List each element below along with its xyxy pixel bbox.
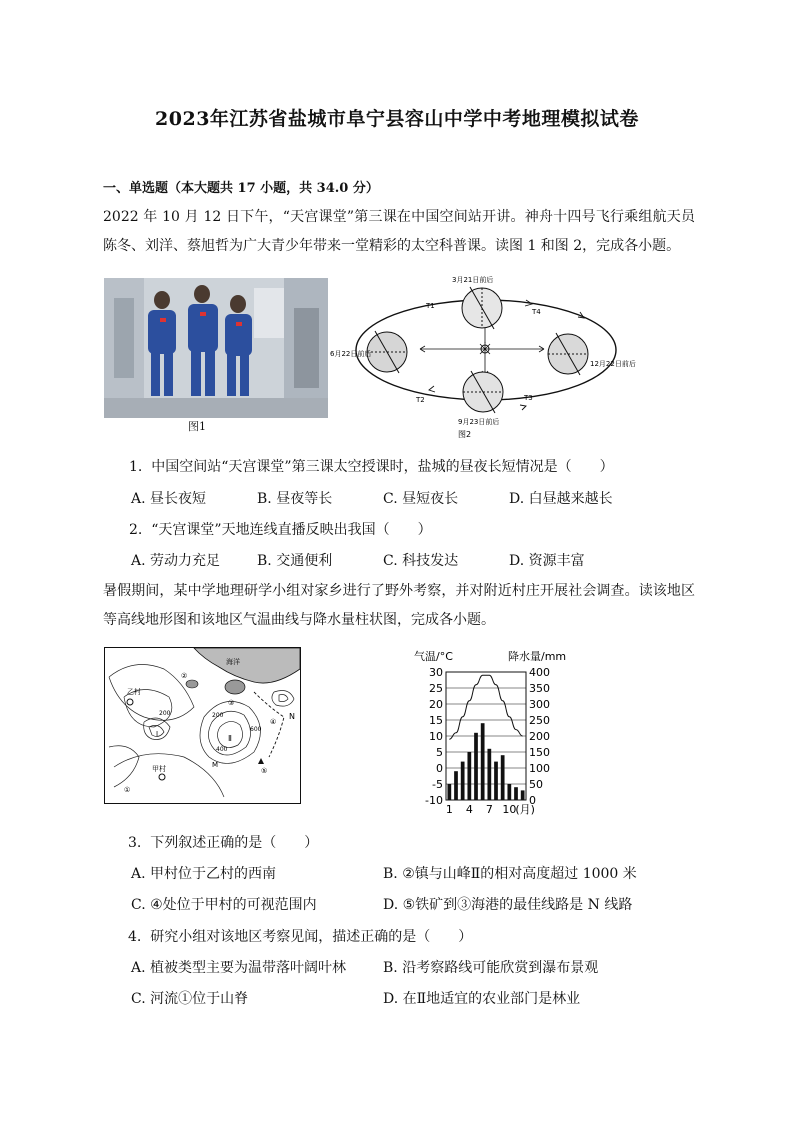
earth-june [367, 331, 407, 373]
label-4: ④ [270, 718, 277, 726]
q4-option-a: A. 植被类型主要为温带落叶阔叶林 [131, 960, 347, 976]
q1-option-c: C. 昼短夜长 [383, 491, 459, 507]
label-t3: T3 [524, 394, 533, 402]
village-yi-label: 乙村 [127, 688, 141, 696]
precip-bar [454, 771, 458, 800]
q3-option-b: B. ②镇与山峰Ⅱ的相对高度超过 1000 米 [383, 866, 637, 882]
y-right-tick: 350 [529, 682, 550, 695]
y-right-tick: 0 [529, 794, 536, 807]
peak-1-label: Ⅰ [156, 730, 159, 738]
y-left-tick: 5 [436, 746, 443, 759]
label-t4: T4 [532, 308, 541, 316]
precip-bar [481, 723, 485, 800]
earth-orbit-diagram [330, 272, 640, 442]
label-3: ③ [228, 699, 235, 707]
precip-bar [447, 784, 451, 800]
x-tick: 10 [502, 803, 517, 816]
sea-label: 海洋 [226, 658, 240, 666]
precip-bar [521, 790, 525, 800]
q2-option-c: C. 科技发达 [383, 553, 459, 569]
label-t1: T1 [426, 302, 435, 310]
contour-600: 600 [250, 726, 262, 733]
label-jun22: 6月22日前后 [330, 350, 372, 358]
x-tick: 7 [485, 803, 493, 816]
town-2 [186, 680, 198, 688]
q4-option-b: B. 沿考察路线可能欣赏到瀑布景观 [383, 960, 599, 976]
contour-400: 400 [216, 746, 228, 753]
village-jia-label: 甲村 [152, 765, 166, 773]
label-sep23: 9月23日前后 [458, 418, 500, 426]
contour-map [104, 647, 301, 804]
y-right-label: 降水量/mm [508, 650, 567, 663]
label-t2: T2 [416, 396, 425, 404]
temperature-curve [449, 675, 522, 739]
q3-option-a: A. 甲村位于乙村的西南 [131, 866, 277, 882]
y-left-tick: 10 [429, 730, 443, 743]
earth-september [463, 371, 503, 413]
question-number: 4. [128, 929, 142, 945]
sun-icon [478, 342, 492, 356]
earth-march [462, 287, 502, 329]
y-left-label: 气温/°C [414, 650, 453, 663]
y-left-tick: 20 [429, 698, 443, 711]
x-axis-label: (月) [515, 803, 535, 816]
precip-bar [507, 784, 511, 800]
precip-bar [474, 733, 478, 800]
q1-option-b: B. 昼夜等长 [257, 491, 333, 507]
x-tick: 1 [445, 803, 453, 816]
intro-paragraph-1: 2022 年 10 月 12 日下午，“天宫课堂”第三课在中国空间站开讲。神舟十四号飞行乘组航天员陈冬、刘洋、蔡旭哲为广大青少年带来一堂精彩的太空科普课。读图 1 和图 2，完成各小题。 [103, 209, 695, 254]
y-left-tick: -10 [425, 794, 443, 807]
q3-option-c: C. ④处位于甲村的可视范围内 [131, 897, 317, 913]
earth-december [548, 333, 588, 375]
label-2: ② [181, 672, 188, 680]
q4-option-c: C. 河流①位于山脊 [131, 991, 249, 1007]
y-right-tick: 50 [529, 778, 543, 791]
question-number: 1. [129, 459, 143, 475]
question-text: 研究小组对该地区考察见闻，描述正确的是（ ） [150, 929, 473, 945]
question-text: 中国空间站“天宫课堂”第三课太空授课时，盐城的昼夜长短情况是（ ） [151, 459, 614, 475]
y-right-tick: 250 [529, 714, 550, 727]
question-2 [129, 519, 432, 539]
question-4 [128, 926, 472, 946]
precip-bar [514, 787, 518, 800]
y-left-tick: 30 [429, 666, 443, 679]
climate-chart [410, 648, 580, 816]
y-left-tick: 0 [436, 762, 443, 775]
y-right-tick: 400 [529, 666, 550, 679]
label-1: ① [124, 786, 131, 794]
figure-1-caption: 图1 [188, 420, 206, 433]
y-left-tick: 15 [429, 714, 443, 727]
q2-option-a: A. 劳动力充足 [131, 553, 221, 569]
page-title: 2023年江苏省盐城市阜宁县容山中学中考地理模拟试卷 [155, 108, 639, 130]
precip-bar [487, 749, 491, 800]
astronaut-photo [104, 278, 328, 418]
port-3 [225, 680, 245, 694]
q4-option-d: D. 在Ⅱ地适宜的农业部门是林业 [383, 991, 581, 1007]
question-text: 下列叙述正确的是（ ） [150, 835, 319, 851]
intro-paragraph-2: 暑假期间，某中学地理研学小组对家乡进行了野外考察，并对附近村庄开展社会调查。读该地区等高线地形图和该地区气温曲线与降水量柱状图，完成各小题。 [103, 583, 695, 628]
precip-bar [501, 755, 505, 800]
q1-option-d: D. 白昼越来越长 [509, 491, 613, 507]
y-left-tick: -5 [432, 778, 443, 791]
label-5: ⑤ [261, 767, 268, 775]
y-right-tick: 200 [529, 730, 550, 743]
label-mar21: 3月21日前后 [452, 276, 494, 284]
precip-bar [461, 762, 465, 800]
x-tick: 4 [465, 803, 473, 816]
q3-option-d: D. ⑤铁矿到③海港的最佳线路是 N 线路 [383, 897, 633, 913]
question-3 [128, 832, 318, 852]
astronaut-photo-image [104, 278, 328, 418]
label-dec22: 12月22日前后 [590, 360, 636, 368]
section-heading: 一、单选题（本大题共 17 小题，共 34.0 分） [103, 181, 379, 196]
q2-option-b: B. 交通便利 [257, 553, 333, 569]
route-m-label: M [212, 761, 219, 769]
y-left-tick: 25 [429, 682, 443, 695]
question-number: 2. [129, 522, 143, 538]
contour-200-b: 200 [212, 712, 224, 719]
question-number: 3. [128, 835, 142, 851]
route-n-label: N [289, 712, 295, 721]
y-right-tick: 300 [529, 698, 550, 711]
q1-option-a: A. 昼长夜短 [131, 491, 207, 507]
question-1 [129, 456, 614, 476]
precip-bar [494, 762, 498, 800]
contour-200-a: 200 [159, 710, 171, 717]
q2-option-d: D. 资源丰富 [509, 553, 585, 569]
y-right-tick: 150 [529, 746, 550, 759]
peak-2-label: Ⅱ [228, 734, 232, 743]
y-right-tick: 100 [529, 762, 550, 775]
precip-bar [467, 752, 471, 800]
figure-2-caption: 图2 [458, 430, 472, 439]
question-text: “天宫课堂”天地连线直播反映出我国（ ） [151, 522, 432, 538]
